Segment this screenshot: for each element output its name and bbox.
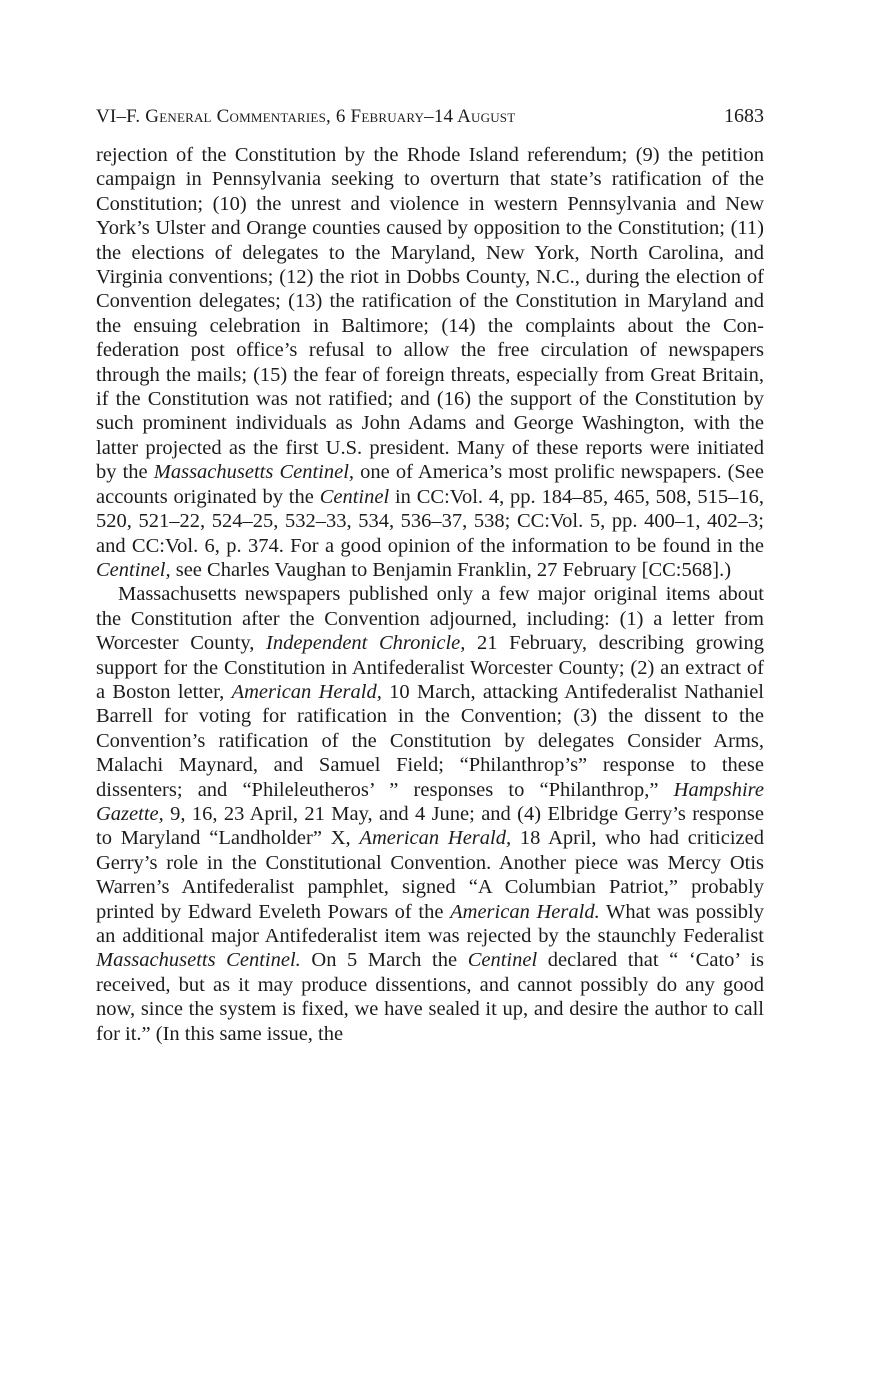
italic-title: Massachusetts Centinel, xyxy=(153,461,355,484)
italic-title: Hampshire Gazette, xyxy=(96,778,764,825)
italic-title: American Herald, xyxy=(231,680,382,703)
italic-title: Centinel xyxy=(467,949,538,972)
text-run: What was possibly an additional major Antifederalist item was rejected by the staunchly Federalist xyxy=(96,900,764,947)
text-run: rejection of the Constitution by the Rhode Island referendum; (9) the petition campaign in Pennsylvania seeking to overturn that state’s ratification of the Constitution; (10) the unrest and violence in western Pennsylvania and New York’s Ulster and Orange counties caused by opposition to the Constitution; (11) the elections of delegates to the Maryland, New York, North Carolina, and Virginia conventions; (12) the riot in Dobbs County, N.C., during the election of Convention delegates; (13) the ratification of the Constitution in Maryland and the ensuing celebration in Baltimore; (14) the complaints about the Confederation post office’s refusal to allow the free circulation of newspapers through the mails; (15) the fear of foreign threats, especially from Great Britain, if the Constitution was not ratified; and (16) the support of the Constitution by such prominent individuals as John Adams and George Washington, with the latter projected as the first U.S. president. Many of these reports were initiated by the xyxy=(96,144,764,484)
text-run: 21 February, describing growing support for the Constitution in Antifederalist Worcester County; (2) an extract of a Boston letter, xyxy=(96,632,764,703)
italic-title: Centinel, xyxy=(96,558,171,581)
text-run: see Charles Vaughan to Benjamin Franklin, 27 February [CC:568].) xyxy=(170,558,732,581)
text-run: one of America’s most prolific newspapers. (See accounts originated by the xyxy=(96,461,764,508)
book-page xyxy=(96,104,764,1046)
text-run: 10 March, attacking Antifederalist Nathaniel Barrell for voting for ratification in the Convention; (3) the dissent to the Convention’s ratification of the Constitution by delegates Consider Arms, Malachi Maynard, and Samuel Field; “Philanthrop’s” response to these dissenters; and “Phileleutheros’ ” responses to “Philanthrop,” xyxy=(96,680,764,801)
italic-title: Centinel xyxy=(319,485,390,508)
paragraph-2 xyxy=(96,582,764,1046)
text-run: 18 April, who had criticized Gerry’s role in the Constitutional Convention. Another piece was Mercy Otis Warren’s Antifederalist pamphlet, signed “A Columbian Patriot,” probably printed by Edward Eveleth Powars of the xyxy=(96,827,764,923)
text-run: declared that “ ‘Cato’ is received, but as it may produce dissentions, and cannot possibly do any good now, since the system is fixed, we have sealed it up, and desire the author to call for it.” (In this same issue, the xyxy=(96,949,764,1045)
text-run: in CC:Vol. 4, pp. 184–85, 465, 508, 515–16, 520, 521–22, 524–25, 532–33, 534, 536–37, 538; CC:Vol. 5, pp. 400–1, 402–3; and CC:Vol. 6, p. 374. For a good opinion of the information to be found in the xyxy=(96,485,764,557)
text-run: On 5 March the xyxy=(300,949,468,972)
body-text xyxy=(96,143,764,1046)
italic-title: American Herald, xyxy=(359,827,512,850)
italic-title: Massachusetts Centinel. xyxy=(96,949,301,972)
text-run: 9, 16, 23 April, 21 May, and 4 June; and (4) Elbridge Gerry’s response to Maryland “Landholder” X, xyxy=(96,802,764,850)
italic-title: American Herald. xyxy=(450,900,600,923)
text-run: Massachusetts newspapers published only a few major original items about the Constitution after the Convention adjourned, including: (1) a letter from Worcester County, xyxy=(96,583,764,655)
running-title: VI–F. General Commentaries, 6 February–14 August xyxy=(96,106,516,127)
italic-title: Independent Chronicle, xyxy=(266,632,466,655)
page-number: 1683 xyxy=(724,105,764,127)
paragraph-1 xyxy=(96,143,764,582)
running-head xyxy=(96,104,764,129)
